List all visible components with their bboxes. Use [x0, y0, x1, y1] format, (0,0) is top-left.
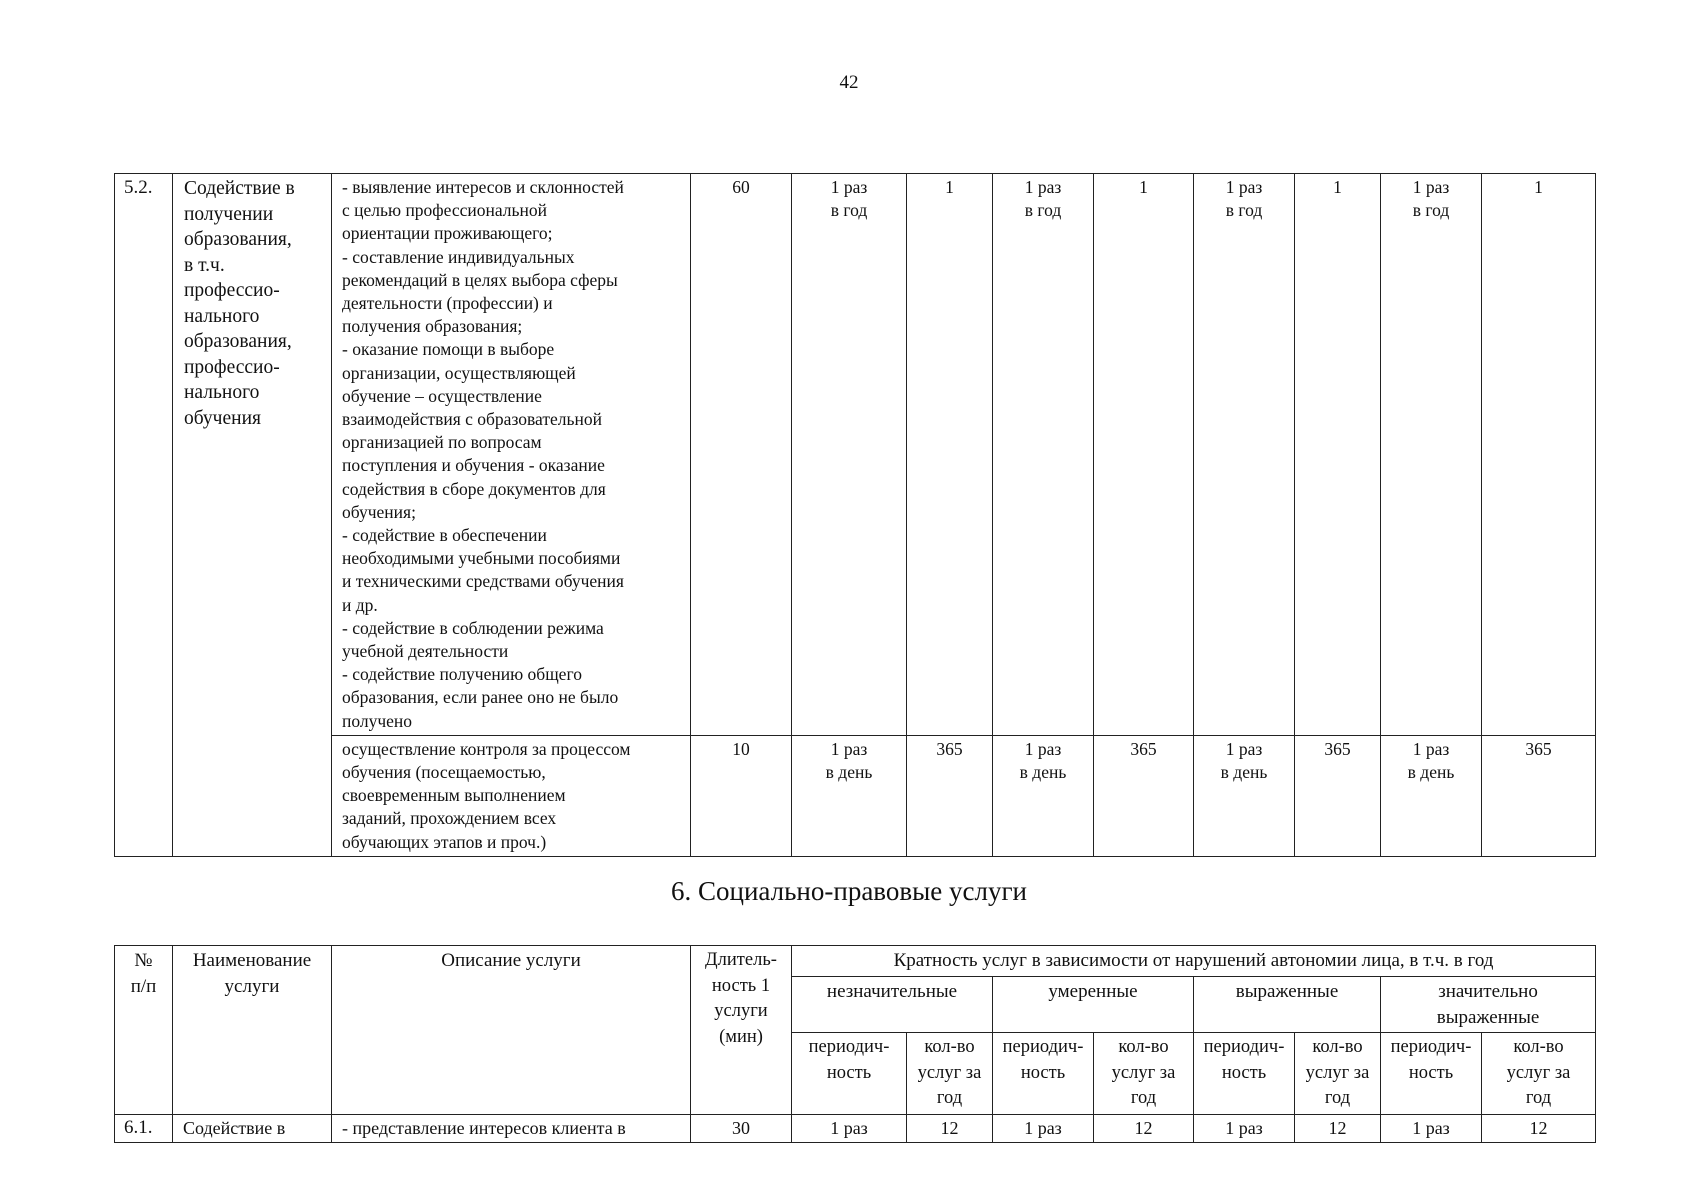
services-table-section-5 [114, 173, 1596, 857]
header-periodicity: периодич- ность [1194, 1033, 1295, 1115]
header-number: № п/п [115, 946, 173, 1115]
periodicity-cell: 1 раз [1381, 1114, 1482, 1142]
periodicity-cell: 1 раз в год [993, 174, 1094, 736]
header-periodicity: периодич- ность [792, 1033, 907, 1115]
header-frequency: Кратность услуг в зависимости от нарушений автономии лица, в т.ч. в год [792, 946, 1596, 977]
row-number: 5.2. [115, 174, 173, 857]
header-count: кол-во услуг за год [1482, 1033, 1596, 1115]
count-cell: 12 [1094, 1114, 1194, 1142]
header-count: кол-во услуг за год [1295, 1033, 1381, 1115]
periodicity-cell: 1 раз [1194, 1114, 1295, 1142]
count-cell: 1 [1295, 174, 1381, 736]
header-periodicity: периодич- ность [1381, 1033, 1482, 1115]
table-row [115, 1114, 1596, 1142]
services-table-section-6 [114, 945, 1596, 1143]
header-group-pronounced: выраженные [1194, 977, 1381, 1033]
duration-cell: 30 [691, 1114, 792, 1142]
periodicity-cell: 1 раз в день [993, 735, 1094, 856]
periodicity-cell: 1 раз в день [1381, 735, 1482, 856]
periodicity-cell: 1 раз в год [1194, 174, 1295, 736]
header-group-moderate: умеренные [993, 977, 1194, 1033]
count-cell: 365 [1094, 735, 1194, 856]
periodicity-cell: 1 раз в год [792, 174, 907, 736]
count-cell: 12 [907, 1114, 993, 1142]
periodicity-cell: 1 раз в день [792, 735, 907, 856]
header-count: кол-во услуг за год [1094, 1033, 1194, 1115]
row-number: 6.1. [115, 1114, 173, 1142]
count-cell: 365 [1295, 735, 1381, 856]
table-row [115, 174, 1596, 736]
count-cell: 365 [907, 735, 993, 856]
periodicity-cell: 1 раз в год [1381, 174, 1482, 736]
count-cell: 12 [1295, 1114, 1381, 1142]
service-description: осуществление контроля за процессом обучения (посещаемостью, своевременным выполнением заданий, прохождением всех обучающих этапов и проч.) [332, 735, 691, 856]
header-group-significant: значительно выраженные [1381, 977, 1596, 1033]
duration-cell: 60 [691, 174, 792, 736]
header-service-name: Наименование услуги [173, 946, 332, 1115]
duration-cell: 10 [691, 735, 792, 856]
header-periodicity: периодич- ность [993, 1033, 1094, 1115]
count-cell: 1 [907, 174, 993, 736]
service-description: - выявление интересов и склонностей с целью профессиональной ориентации проживающего; - составление индивидуальных рекомендаций в целях выбора сферы деятельности (профессии) и получения образования; - оказание помощи в выборе организации, осуществляющей обучение – осуществление взаимодействия с образовательной организацией по вопросам поступления и обучения - оказание содействия в сборе документов для обучения; - содействие в обеспечении необходимыми учебными пособиями и техническими средствами обучения и др. - содействие в соблюдении режима учебной деятельности - содействие получению общего образования, если ранее оно не было получено [332, 174, 691, 736]
count-cell: 1 [1482, 174, 1596, 736]
page-number: 42 [839, 72, 859, 93]
table-row [115, 735, 1596, 856]
periodicity-cell: 1 раз в день [1194, 735, 1295, 856]
service-name: Содействие в получении образования, в т.ч. профессио- нального образования, профессио- нального обучения [173, 174, 332, 857]
periodicity-cell: 1 раз [993, 1114, 1094, 1142]
header-description: Описание услуги [332, 946, 691, 1115]
header-group-minor: незначительные [792, 977, 993, 1033]
header-duration: Длитель- ность 1 услуги (мин) [691, 946, 792, 1115]
header-count: кол-во услуг за год [907, 1033, 993, 1115]
count-cell: 365 [1482, 735, 1596, 856]
table-header-row [115, 946, 1596, 977]
count-cell: 12 [1482, 1114, 1596, 1142]
periodicity-cell: 1 раз [792, 1114, 907, 1142]
count-cell: 1 [1094, 174, 1194, 736]
section-heading: 6. Социально-правовые услуги [671, 876, 1027, 906]
service-name: Содействие в [173, 1114, 332, 1142]
service-description: - представление интересов клиента в [332, 1114, 691, 1142]
